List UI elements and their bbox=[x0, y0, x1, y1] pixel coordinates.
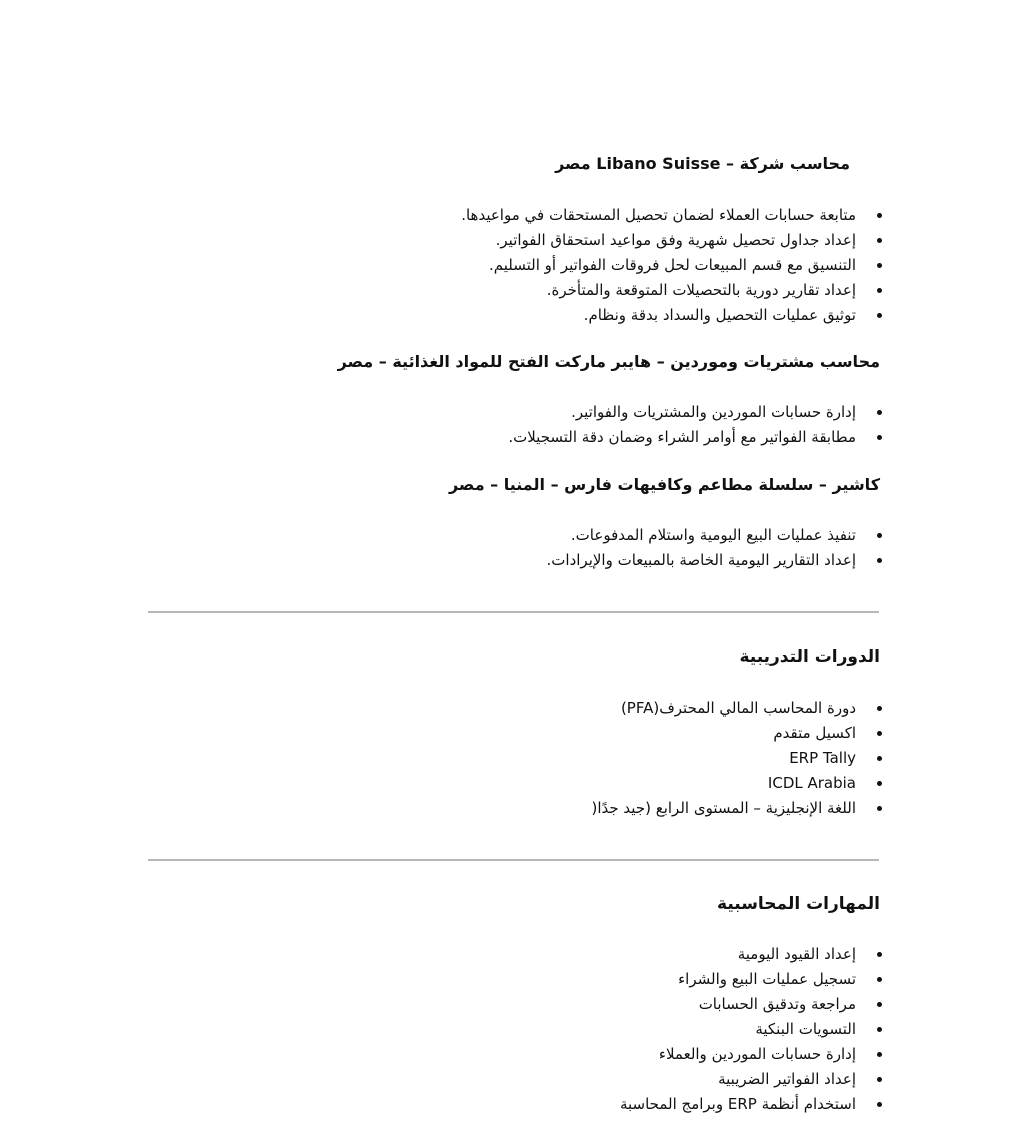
bullet-icon bbox=[877, 1077, 882, 1082]
list-item: اللغة الإنجليزية – المستوى الرابع (جيد جدًا( bbox=[256, 796, 856, 821]
job-title-libano-suisse: محاسب شركة – Libano Suisse مصر bbox=[555, 154, 850, 173]
section-title-courses: الدورات التدريبية bbox=[739, 647, 880, 667]
bullet-icon bbox=[877, 1002, 882, 1007]
list-item: إعداد تقارير دورية بالتحصيلات المتوقعة والمتأخرة. bbox=[256, 278, 856, 303]
job-title-cashier: كاشير – سلسلة مطاعم وكافيهات فارس – المنيا – مصر bbox=[448, 475, 880, 494]
list-item: اكسيل متقدم bbox=[256, 721, 856, 746]
bullet-icon bbox=[877, 410, 882, 415]
bullet-icon bbox=[877, 781, 882, 786]
job-title-hyper-market: محاسب مشتريات وموردين – هايبر ماركت الفتح للمواد الغذائية – مصر bbox=[337, 352, 880, 371]
list-item: ICDL Arabia bbox=[256, 771, 856, 796]
list-item: مطابقة الفواتير مع أوامر الشراء وضمان دقة التسجيلات. bbox=[256, 425, 856, 450]
skills-list bbox=[256, 942, 856, 1117]
bullet-icon bbox=[877, 1027, 882, 1032]
section-title-skills: المهارات المحاسبية bbox=[717, 894, 880, 914]
bullet-icon bbox=[877, 952, 882, 957]
bullet-icon bbox=[877, 558, 882, 563]
bullet-icon bbox=[877, 977, 882, 982]
bullet-icon bbox=[877, 706, 882, 711]
bullet-icon bbox=[877, 263, 882, 268]
list-item: إعداد التقارير اليومية الخاصة بالمبيعات والإيرادات. bbox=[256, 548, 856, 573]
list-item: إدارة حسابات الموردين والعملاء bbox=[256, 1042, 856, 1067]
bullet-icon bbox=[877, 756, 882, 761]
list-item: ERP Tally bbox=[256, 746, 856, 771]
list-item: متابعة حسابات العملاء لضمان تحصيل المستحقات في مواعيدها. bbox=[256, 203, 856, 228]
section-divider bbox=[148, 611, 879, 613]
courses-list bbox=[256, 696, 856, 821]
list-item: إعداد القيود اليومية bbox=[256, 942, 856, 967]
list-item: تسجيل عمليات البيع والشراء bbox=[256, 967, 856, 992]
list-item: التنسيق مع قسم المبيعات لحل فروقات الفواتير أو التسليم. bbox=[256, 253, 856, 278]
list-item: إعداد جداول تحصيل شهرية وفق مواعيد استحقاق الفواتير. bbox=[256, 228, 856, 253]
bullet-icon bbox=[877, 1052, 882, 1057]
list-item: إدارة حسابات الموردين والمشتريات والفواتير. bbox=[256, 400, 856, 425]
list-item: التسويات البنكية bbox=[256, 1017, 856, 1042]
list-item: تنفيذ عمليات البيع اليومية واستلام المدفوعات. bbox=[256, 523, 856, 548]
list-item: توثيق عمليات التحصيل والسداد بدقة ونظام. bbox=[256, 303, 856, 328]
job-duties-cashier bbox=[256, 523, 856, 573]
bullet-icon bbox=[877, 1102, 882, 1107]
section-divider bbox=[148, 859, 879, 861]
list-item: دورة المحاسب المالي المحترف(PFA) bbox=[256, 696, 856, 721]
bullet-icon bbox=[877, 435, 882, 440]
bullet-icon bbox=[877, 731, 882, 736]
bullet-icon bbox=[877, 213, 882, 218]
list-item: مراجعة وتدقيق الحسابات bbox=[256, 992, 856, 1017]
bullet-icon bbox=[877, 313, 882, 318]
bullet-icon bbox=[877, 238, 882, 243]
bullet-icon bbox=[877, 288, 882, 293]
bullet-icon bbox=[877, 806, 882, 811]
list-item: استخدام أنظمة ERP وبرامج المحاسبة bbox=[256, 1092, 856, 1117]
bullet-icon bbox=[877, 533, 882, 538]
job-duties-hyper-market bbox=[256, 400, 856, 450]
list-item: إعداد الفواتير الضريبية bbox=[256, 1067, 856, 1092]
job-duties-libano-suisse bbox=[256, 203, 856, 328]
